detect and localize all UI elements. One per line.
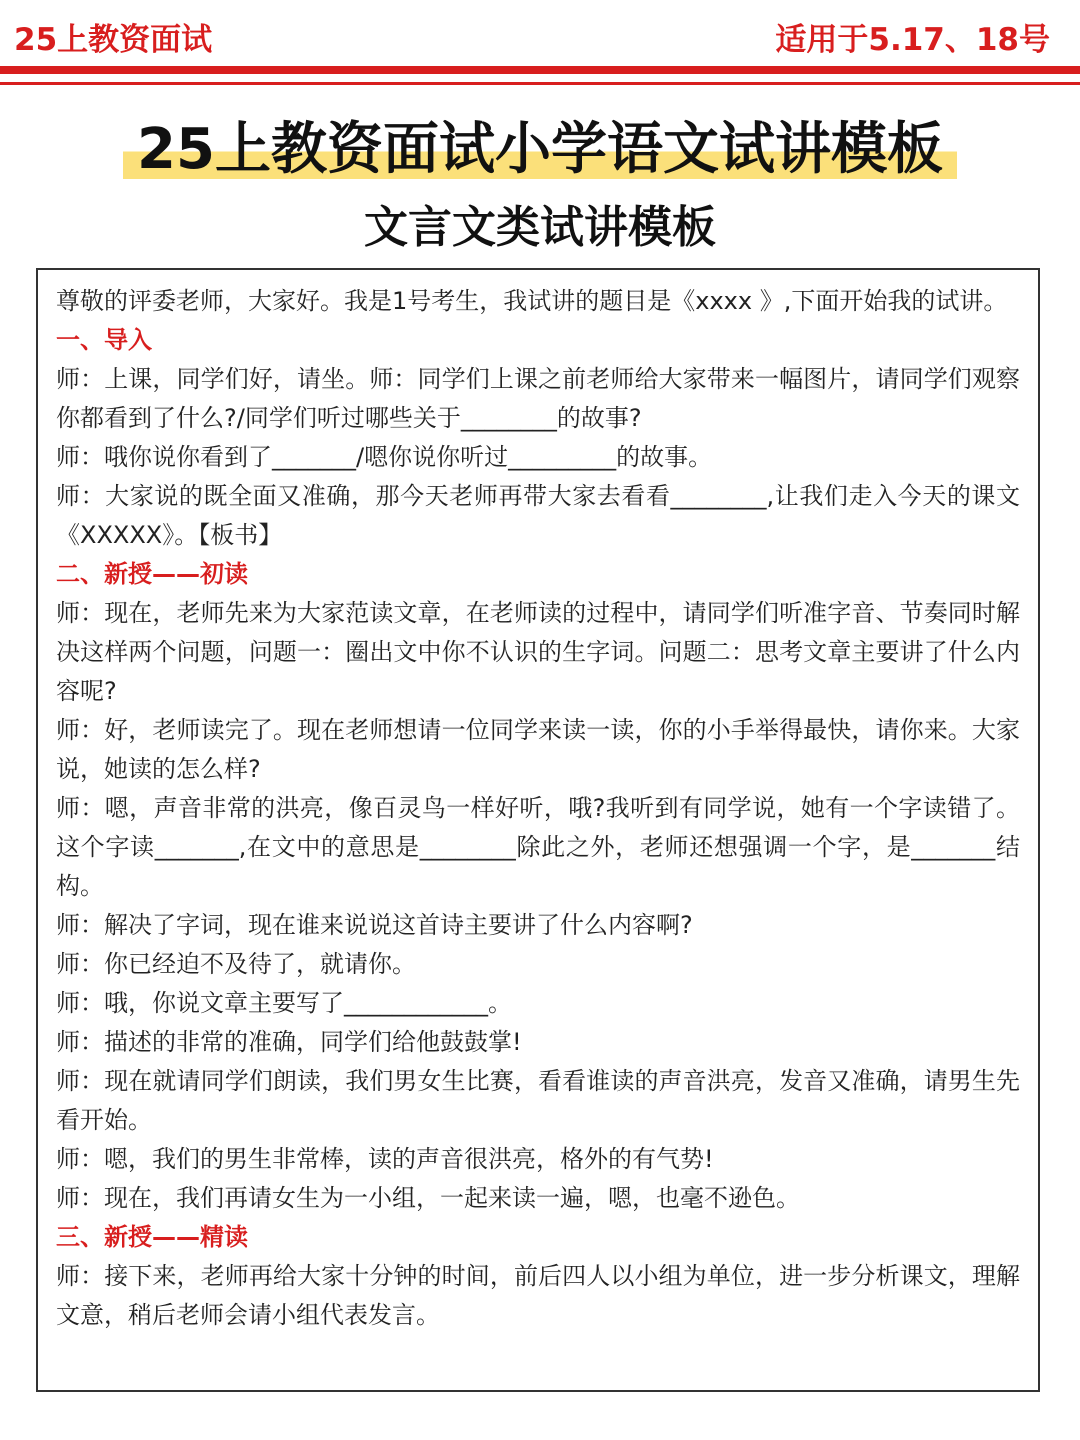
top-header	[0, 0, 1080, 66]
header-divider-thick	[0, 66, 1080, 74]
dialogue-line: 师：现在，我们再请女生为一小组，一起来读一遍，嗯，也毫不逊色。	[56, 1184, 800, 1212]
main-title: 25上教资面试小学语文试讲模板	[123, 110, 957, 190]
header-left-label: 25上教资面试	[14, 22, 213, 58]
section-heading-first-reading: 二、新授——初读	[56, 560, 248, 588]
section-heading-intro: 一、导入	[56, 326, 152, 354]
header-divider-thin	[0, 82, 1080, 85]
dialogue-line: 师：上课，同学们好，请坐。师：同学们上课之前老师给大家带来一幅图片，请同学们观察你都看到了什么?/同学们听过哪些关于________的故事?	[56, 365, 1020, 432]
dialogue-line: 师：大家说的既全面又准确，那今天老师再带大家去看看________,让我们走入今天的课文《XXXXX》。【板书】	[56, 482, 1020, 549]
dialogue-line: 师：现在就请同学们朗读，我们男女生比赛，看看谁读的声音洪亮，发音又准确，请男生先看开始。	[56, 1067, 1020, 1134]
dialogue-line: 师：现在，老师先来为大家范读文章，在老师读的过程中，请同学们听准字音、节奏同时解决这样两个问题，问题一：圈出文中你不认识的生字词。问题二：思考文章主要讲了什么内容呢?	[56, 599, 1020, 705]
dialogue-line: 师：嗯，我们的男生非常棒，读的声音很洪亮，格外的有气势!	[56, 1145, 714, 1173]
section-heading-close-reading: 三、新授——精读	[56, 1223, 248, 1251]
dialogue-line: 师：哦，你说文章主要写了____________。	[56, 989, 512, 1017]
dialogue-line: 师：描述的非常的准确，同学们给他鼓鼓掌!	[56, 1028, 522, 1056]
dialogue-line: 师：哦你说你看到了_______/嗯你说你听过_________的故事。	[56, 443, 713, 471]
dialogue-line: 师：好，老师读完了。现在老师想请一位同学来读一读，你的小手举得最快，请你来。大家说，她读的怎么样?	[56, 716, 1020, 783]
header-right-label: 适用于5.17、18号	[775, 22, 1050, 58]
dialogue-line: 师：你已经迫不及待了，就请你。	[56, 950, 416, 978]
intro-paragraph: 尊敬的评委老师，大家好。我是1号考生，我试讲的题目是《xxxx 》,下面开始我的试讲。	[56, 287, 1008, 315]
main-title-container	[0, 110, 1080, 190]
content-box	[36, 268, 1040, 1392]
dialogue-line: 师：接下来，老师再给大家十分钟的时间，前后四人以小组为单位，进一步分析课文，理解文意，稍后老师会请小组代表发言。	[56, 1262, 1020, 1329]
dialogue-line: 师：嗯，声音非常的洪亮，像百灵鸟一样好听，哦?我听到有同学说，她有一个字读错了。这个字读_______,在文中的意思是________除此之外，老师还想强调一个字，是_______结构。	[56, 794, 1020, 900]
sub-title: 文言文类试讲模板	[364, 202, 716, 253]
dialogue-line: 师：解决了字词，现在谁来说说这首诗主要讲了什么内容啊?	[56, 911, 693, 939]
